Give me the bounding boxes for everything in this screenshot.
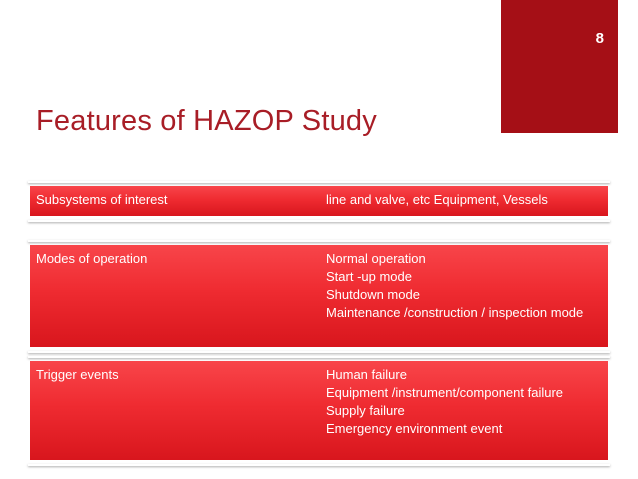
row-value: Normal operation (326, 251, 426, 266)
slide-title: Features of HAZOP Study (36, 105, 377, 137)
divider (28, 351, 610, 353)
row-values (326, 366, 604, 438)
page-number-box (501, 0, 618, 133)
row-value: Emergency environment event (326, 421, 503, 436)
row-values (326, 191, 604, 209)
row-values (326, 250, 604, 322)
row-value: Equipment /instrument/component failure (326, 385, 564, 400)
divider (28, 356, 610, 358)
row-label: Trigger events (36, 367, 119, 382)
row-value: Supply failure (326, 403, 405, 418)
divider (28, 220, 610, 222)
table-row-subsystems (30, 186, 608, 216)
row-value: Human failure (326, 367, 407, 382)
row-label: Subsystems of interest (36, 192, 168, 207)
divider (28, 464, 610, 466)
page-number: 8 (595, 30, 604, 47)
row-value: Shutdown mode (326, 287, 420, 302)
table-row-modes (30, 245, 608, 347)
table-row-triggers (30, 361, 608, 460)
row-value: Start -up mode (326, 269, 412, 284)
row-value: Maintenance /construction / inspection mode (326, 305, 584, 320)
divider (28, 181, 610, 183)
row-value: line and valve, etc Equipment, Vessels (326, 192, 548, 207)
divider (28, 240, 610, 242)
row-label: Modes of operation (36, 251, 148, 266)
